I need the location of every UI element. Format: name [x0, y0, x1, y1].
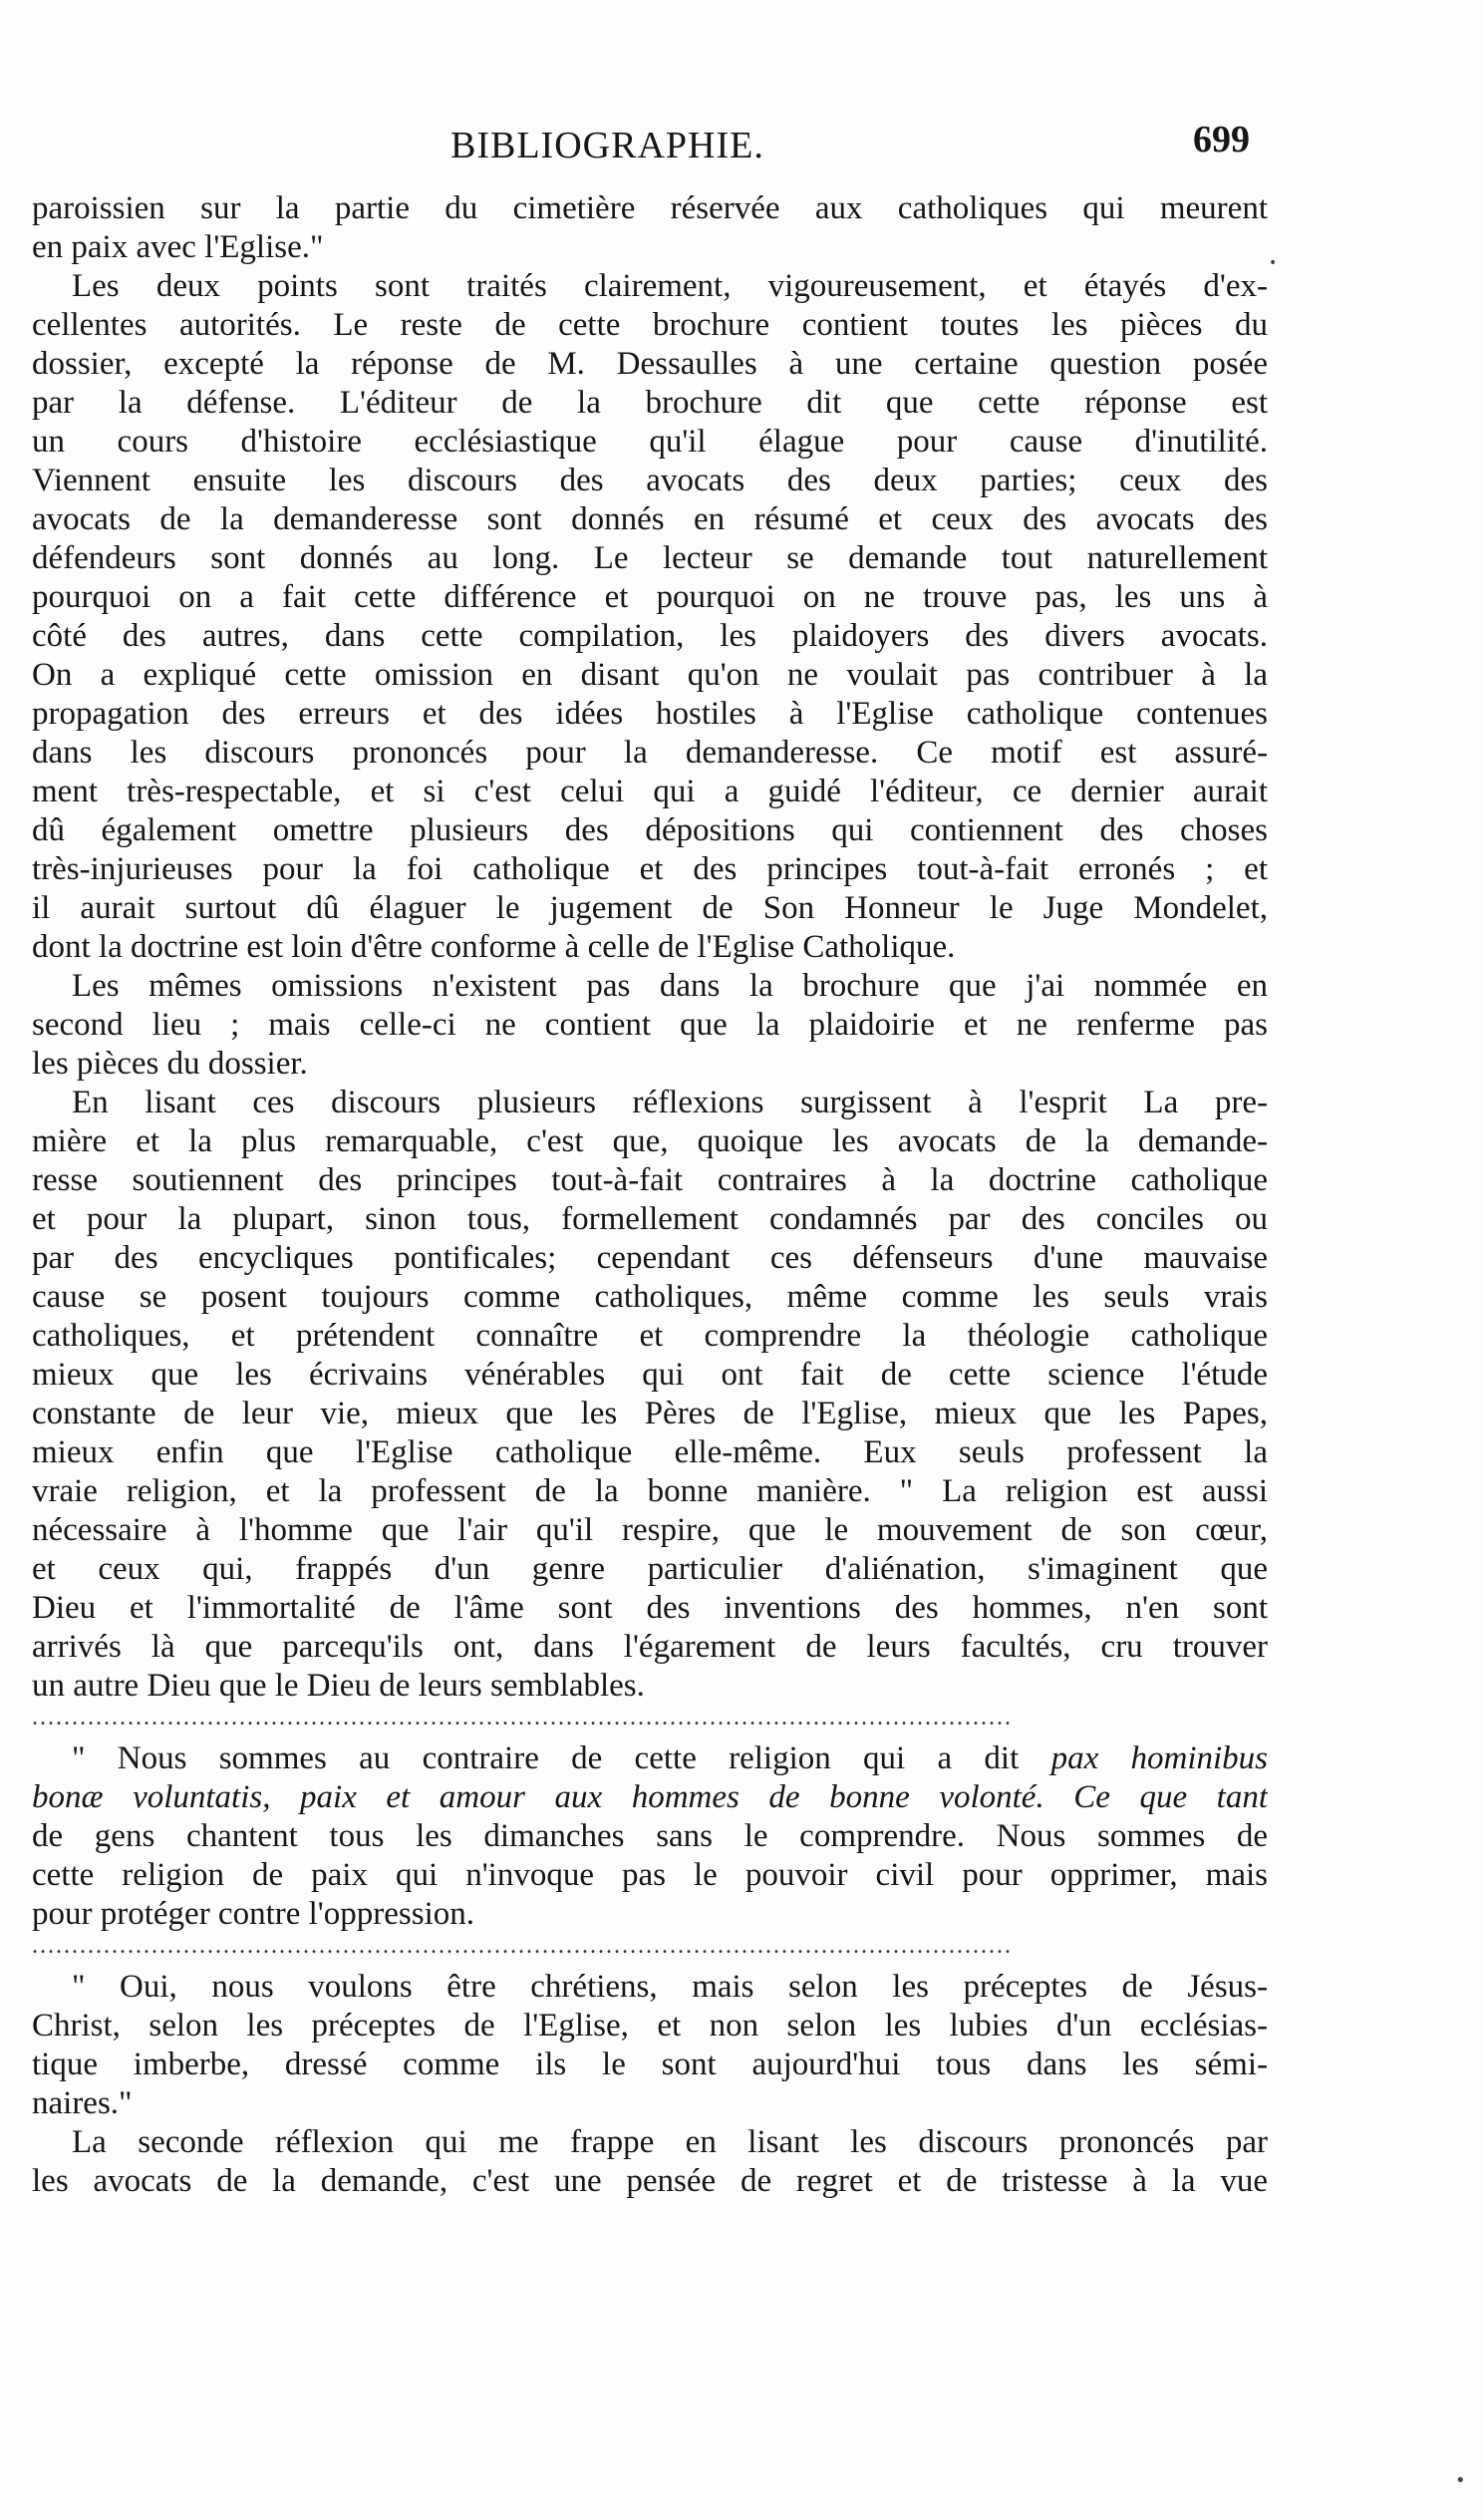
- text-line: second lieu ; mais celle-ci ne contient que la plaidoirie et ne renferme pas: [32, 1007, 1268, 1043]
- text-line: On a expliqué cette omission en disant qu'on ne voulait pas contribuer à la: [32, 657, 1268, 693]
- text-line: et pour la plupart, sinon tous, formellement condamnés par des conciles ou: [32, 1201, 1268, 1237]
- text-line: un cours d'histoire ecclésiastique qu'il élague pour cause d'inutilité.: [32, 424, 1268, 460]
- text-line: mière et la plus remarquable, c'est que, quoique les avocats de la demande-: [32, 1123, 1268, 1159]
- page-header: [32, 118, 1258, 177]
- paragraph: [32, 1739, 1268, 1934]
- text-line: La seconde réflexion qui me frappe en lisant les discours prononcés par: [72, 2124, 1268, 2160]
- text-line: pourquoi on a fait cette différence et pourquoi on ne trouve pas, les uns à: [32, 579, 1268, 615]
- text-line: catholiques, et prétendent connaître et comprendre la théologie catholique: [32, 1318, 1268, 1354]
- text-line: dû également omettre plusieurs des dépositions qui contiennent des choses: [32, 812, 1268, 848]
- scan-speck-icon: •: [1455, 2470, 1466, 2491]
- text-line: Dieu et l'immortalité de l'âme sont des inventions des hommes, n'en sont: [32, 1590, 1268, 1626]
- paragraph: [32, 967, 1268, 1084]
- text-line: cette religion de paix qui n'invoque pas le pouvoir civil pour opprimer, mais: [32, 1857, 1268, 1893]
- text-line: ment très-respectable, et si c'est celui qui a guidé l'éditeur, ce dernier aurait: [32, 774, 1268, 809]
- text-line: de gens chantent tous les dimanches sans le comprendre. Nous sommes de: [32, 1818, 1268, 1854]
- text-line: cause se posent toujours comme catholiques, même comme les seuls vrais: [32, 1279, 1268, 1315]
- paragraph: [32, 189, 1268, 267]
- text-line: mieux que les écrivains vénérables qui ont fait de cette science l'étude: [32, 1357, 1268, 1393]
- text-line: naires.": [32, 2085, 133, 2121]
- text-line: défendeurs sont donnés au long. Le lecteur se demande tout naturellement: [32, 540, 1268, 576]
- page-number: 699: [1193, 119, 1250, 160]
- ellipsis-separator: ...........................................................................................................................: [32, 1710, 1013, 1731]
- text-line: propagation des erreurs et des idées hostiles à l'Eglise catholique contenues: [32, 696, 1268, 732]
- text-line: Viennent ensuite les discours des avocats des deux parties; ceux des: [32, 463, 1268, 498]
- text-line: un autre Dieu que le Dieu de leurs semblables.: [32, 1668, 645, 1704]
- text-line: les avocats de la demande, c'est une pensée de regret et de tristesse à la vue: [32, 2163, 1268, 2199]
- quote-text: " Nous sommes au contraire de cette religion qui a dit: [72, 1740, 1020, 1776]
- text-line: cellentes autorités. Le reste de cette brochure contient toutes les pièces du: [32, 307, 1268, 343]
- paragraph: [32, 2123, 1268, 2201]
- text-line: mieux enfin que l'Eglise catholique elle-même. Eux seuls professent la: [32, 1434, 1268, 1470]
- text-line: très-injurieuses pour la foi catholique et des principes tout-à-fait erronés ; et: [32, 851, 1268, 887]
- page-body: [32, 189, 1268, 2201]
- text-line: pour protéger contre l'oppression.: [32, 1896, 474, 1932]
- latin-phrase: bonæ: [32, 1779, 104, 1815]
- text-line: resse soutiennent des principes tout-à-fait contraires à la doctrine catholique: [32, 1162, 1268, 1198]
- text-line: arrivés là que parcequ'ils ont, dans l'égarement de leurs facultés, cru trouver: [32, 1629, 1268, 1665]
- text-line: avocats de la demanderesse sont donnés en résumé et ceux des avocats des: [32, 501, 1268, 537]
- paragraph: [32, 1968, 1268, 2123]
- text-line: par la défense. L'éditeur de la brochure dit que cette réponse est: [32, 385, 1268, 421]
- text-line: en paix avec l'Eglise.": [32, 229, 324, 265]
- text-line: Christ, selon les préceptes de l'Eglise, et non selon les lubies d'un ecclésias-: [32, 2008, 1268, 2044]
- text-line: vraie religion, et la professent de la bonne manière. " La religion est aussi: [32, 1473, 1268, 1509]
- text-line: dans les discours prononcés pour la demanderesse. Ce motif est assuré-: [32, 735, 1268, 771]
- text-line: côté des autres, dans cette compilation, les plaidoyers des divers avocats.: [32, 618, 1268, 654]
- text-line: " Oui, nous voulons être chrétiens, mais selon les préceptes de Jésus-: [72, 1969, 1268, 2005]
- text-line: les pièces du dossier.: [32, 1046, 308, 1082]
- running-title: BIBLIOGRAPHIE.: [450, 125, 764, 166]
- ellipsis-separator: ...........................................................................................................................: [32, 1938, 1013, 1959]
- text-line: constante de leur vie, mieux que les Pères de l'Eglise, mieux que les Papes,: [32, 1396, 1268, 1431]
- text-line: il aurait surtout dû élaguer le jugement de Son Honneur le Juge Mondelet,: [32, 890, 1268, 926]
- text-line: tique imberbe, dressé comme ils le sont aujourd'hui tous dans les sémi-: [32, 2047, 1268, 2082]
- text-line: paroissien sur la partie du cimetière réservée aux catholiques qui meurent: [32, 190, 1268, 226]
- latin-phrase: pax hominibus: [1050, 1740, 1268, 1776]
- text-line: Les deux points sont traités clairement, vigoureusement, et étayés d'ex-: [72, 268, 1268, 304]
- text-line: Les mêmes omissions n'existent pas dans la brochure que j'ai nommée en: [72, 968, 1268, 1004]
- scan-speck-icon: •: [1269, 255, 1278, 271]
- paragraph: [32, 267, 1268, 967]
- quote-text: voluntatis, paix et amour aux hommes de bonne volonté. Ce que tant: [133, 1779, 1268, 1815]
- text-line: et ceux qui, frappés d'un genre particulier d'aliénation, s'imaginent que: [32, 1551, 1268, 1587]
- text-line: dont la doctrine est loin d'être conforme à celle de l'Eglise Catholique.: [32, 929, 956, 965]
- text-line: [32, 1778, 1268, 1817]
- text-line: En lisant ces discours plusieurs réflexions surgissent à l'esprit La pre-: [72, 1085, 1268, 1120]
- text-line: nécessaire à l'homme que l'air qu'il respire, que le mouvement de son cœur,: [32, 1512, 1268, 1548]
- paragraph: [32, 1084, 1268, 1706]
- text-line: par des encycliques pontificales; cependant ces défenseurs d'une mauvaise: [32, 1240, 1268, 1276]
- text-line: [32, 1739, 1268, 1778]
- text-line: dossier, excepté la réponse de M. Dessaulles à une certaine question posée: [32, 346, 1268, 382]
